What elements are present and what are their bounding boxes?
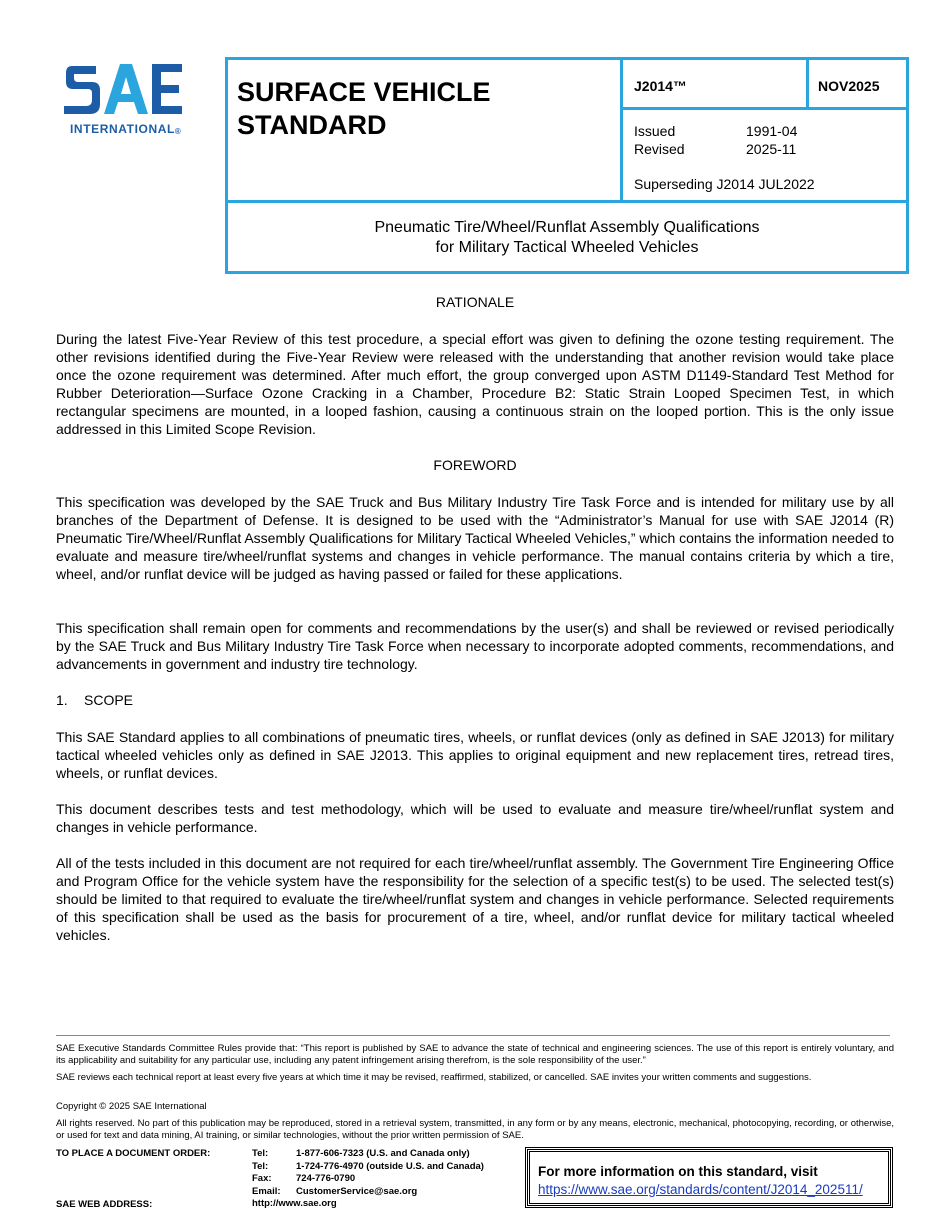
issued-label: Issued	[634, 123, 676, 139]
issued-row	[634, 122, 797, 140]
issued-value: 1991-04	[746, 123, 798, 139]
contact-key: Tel:	[252, 1148, 269, 1159]
revised-value: 2025-11	[746, 141, 797, 157]
superseding-note: Superseding J2014 JUL2022	[634, 176, 815, 192]
standard-type: SURFACE VEHICLE STANDARD	[237, 77, 491, 140]
footer-rules-text: SAE Executive Standards Committee Rules provide that: “This report is published by SAE to advance the state of technical and engineering sciences. The use of this report is entirely voluntary, and its applicability and suitability for any particular use, including any patent infringement arising therefrom, is the sole responsibility of the user.”	[56, 1043, 894, 1066]
document-title	[228, 218, 906, 258]
scope-number: 1.	[56, 692, 68, 708]
contact-value: 724-776-0790	[296, 1173, 356, 1184]
contact-row	[252, 1186, 484, 1199]
contact-row	[252, 1161, 484, 1174]
rationale-paragraph: During the latest Five-Year Review of this test procedure, a special effort was given to defining the ozone testing requirement. The other revisions identified during the Five-Year Review were released with the understanding that another revision would take place once the ozone requirement was determined. After much effort, the group converged upon ASTM D1149-Standard Test Method for Rubber Deterioration—Surface Ozone Cracking in a Chamber, Procedure B2: Static Strain Looped Specimen Test, in which rectangular specimens are mounted, in a looped fashion, causing a continuous strain on the looped portion. This is the only issue addressed in this Limited Scope Revision.	[56, 331, 894, 437]
more-info-title: For more information on this standard, visit	[538, 1164, 818, 1179]
scope-heading	[56, 692, 133, 708]
contact-row	[252, 1198, 484, 1211]
footer-review-text: SAE reviews each technical report at least every five years at which time it may be revised, reaffirmed, stabilized, or cancelled. SAE invites your written comments and suggestions.	[56, 1072, 812, 1083]
foreword-paragraph-1: This specification was developed by the SAE Truck and Bus Military Industry Tire Task Force and is intended for military use by all branches of the Department of Defense. It is designed to be used with the “Administrator’s Manual for use with SAE J2014 (R) Pneumatic Tire/Wheel/Runflat Assembly Qualifications for Military Tactical Wheeled Vehicles,” which contains the information needed to evaluate and measure tire/wheel/runflat systems and changes in vehicle performance. The manual contains criteria by which a tire, wheel, and/or runflat device will be judged as having passed or failed for these applications.	[56, 494, 894, 582]
order-label: TO PLACE A DOCUMENT ORDER:	[56, 1148, 211, 1159]
more-info-box	[527, 1149, 891, 1206]
title-line-2: for Military Tactical Wheeled Vehicles	[435, 239, 699, 256]
scope-paragraph-3: All of the tests included in this document are not required for each tire/wheel/runflat assembly. The Government Tire Engineering Office and Program Office for the vehicle system have the responsibility for the selection of a specific test(s) to be used. The selected test(s) should be limited to that required to evaluate the tire/wheel/runflat system and changes in vehicle performance. Selected requirements of this specification shall be used as the basis for procurement of a tire, wheel, and/or runflat device for military tactical wheeled vehicles.	[56, 855, 894, 943]
revised-row	[634, 140, 797, 158]
scope-paragraph-1: This SAE Standard applies to all combinations of pneumatic tires, wheels, or runflat devices (only as defined in SAE J2013) for military tactical wheeled vehicles only as defined in SAE J2013. This applies to original equipment and new replacement tires, retread tires, wheels, or runflat devices.	[56, 729, 894, 781]
foreword-paragraph-2: This specification shall remain open for comments and recommendations by the user(s) and shall be reviewed or revised periodically by the SAE Truck and Bus Military Industry Tire Task Force when necessary to incorporate adopted comments, recommendations, and advancements in government and industry tire technology.	[56, 620, 894, 672]
contact-key: Fax:	[252, 1173, 272, 1184]
email-link[interactable]: CustomerService@sae.org	[296, 1185, 418, 1197]
header-divider-horizontal	[620, 107, 909, 110]
sae-logo-mark	[60, 60, 184, 118]
footer-rights-text: All rights reserved. No part of this publication may be reproduced, stored in a retrieval system, transmitted, in any form or by any means, electronic, mechanical, photocopying, recording, or otherwise, or used for text and data mining, AI training, or similar technologies, without the prior written permission of SAE.	[56, 1118, 894, 1141]
header-divider-date	[806, 57, 809, 110]
standard-url-link[interactable]: https://www.sae.org/standards/content/J2014_202511/	[538, 1182, 863, 1197]
contact-key: Tel:	[252, 1160, 269, 1172]
scope-title: SCOPE	[84, 692, 134, 708]
header-divider-vertical	[620, 57, 623, 202]
document-date: NOV2025	[818, 78, 880, 94]
sae-logo	[60, 60, 200, 140]
title-line-1: Pneumatic Tire/Wheel/Runflat Assembly Qualifications	[374, 219, 760, 236]
web-address-link[interactable]: http://www.sae.org	[252, 1198, 337, 1209]
contact-row	[252, 1173, 484, 1186]
scope-paragraph-2: This document describes tests and test methodology, which will be used to evaluate and measure tire/wheel/runflat system and changes in vehicle performance.	[56, 801, 894, 835]
foreword-heading: FOREWORD	[433, 457, 517, 473]
footer-copyright: Copyright © 2025 SAE International	[56, 1101, 207, 1112]
issue-dates	[634, 122, 797, 158]
contact-value: 1-877-606-7323 (U.S. and Canada only)	[296, 1148, 470, 1159]
sae-wordmark: INTERNATIONAL®	[70, 122, 182, 136]
rationale-heading: RATIONALE	[435, 294, 515, 310]
document-number: J2014™	[634, 78, 687, 94]
contact-row	[252, 1148, 484, 1161]
contact-key: Email:	[252, 1185, 281, 1197]
footer-rule	[56, 1035, 890, 1036]
order-contacts	[252, 1148, 484, 1211]
revised-label: Revised	[634, 141, 685, 157]
web-address-label: SAE WEB ADDRESS:	[56, 1199, 153, 1210]
contact-value: 1-724-776-4970 (outside U.S. and Canada)	[296, 1160, 484, 1172]
